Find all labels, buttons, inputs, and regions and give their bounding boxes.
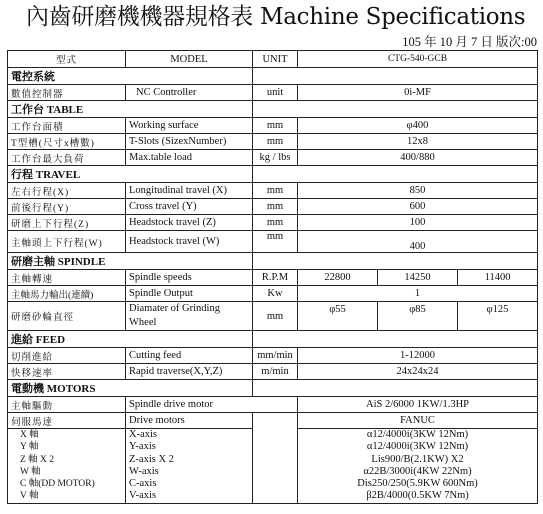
row-unit: kg / lbs <box>253 150 298 166</box>
axis-cn: C 軸(DD MOTOR) <box>20 479 95 490</box>
row-value: 0i-MF <box>298 85 538 101</box>
axis-cn: Z 軸 X 2 <box>20 454 55 465</box>
row-value: 100 <box>298 215 538 231</box>
row-en-label: Cross travel (Y) <box>126 199 253 215</box>
axes-value-list <box>298 429 538 504</box>
axis-en: X-axis <box>129 429 157 440</box>
row-cn-label: 數值控制器 <box>8 85 126 101</box>
header-model: MODEL <box>126 51 253 68</box>
row-cn-label: 主軸馬力輸出(連續) <box>8 286 126 302</box>
row-cn-label: 快移速率 <box>8 364 126 380</box>
row-en-label: Spindle drive motor <box>126 397 298 413</box>
row-value: φ55 <box>298 302 378 331</box>
header-unit: UNIT <box>253 51 298 68</box>
row-cn-label: 伺服馬達 <box>8 413 126 429</box>
axis-value: α22B/3000i(4KW 22Nm) <box>363 465 472 477</box>
row-cn-label: 主軸轉速 <box>8 270 126 286</box>
table-row <box>8 413 538 429</box>
axis-en: C-axis <box>129 478 157 490</box>
row-unit: R.P.M <box>253 270 298 286</box>
row-value: FANUC <box>298 413 538 429</box>
table-row <box>8 134 538 150</box>
row-cn-label: 左右行程(X) <box>8 183 126 199</box>
row-value: 22800 <box>298 270 378 286</box>
section-title: 進給 FEED <box>8 331 253 348</box>
header-type: 型式 <box>8 51 126 68</box>
row-cn-label: 主軸驅動 <box>8 397 126 413</box>
row-cn-label: 工作台面積 <box>8 118 126 134</box>
row-unit: mm <box>253 118 298 134</box>
axis-cn: W 軸 <box>20 466 41 477</box>
row-value: φ400 <box>298 118 538 134</box>
table-row <box>8 364 538 380</box>
axes-en-list <box>126 429 253 504</box>
section-title: 研磨主軸 SPINDLE <box>8 253 253 270</box>
table-row <box>8 199 538 215</box>
table-row <box>8 348 538 364</box>
row-unit: unit <box>253 85 298 101</box>
axis-cn: X 軸 <box>20 430 39 440</box>
axis-en: Y-axis <box>129 441 156 453</box>
axis-cn: V 軸 <box>20 491 39 502</box>
row-value: 850 <box>298 183 538 199</box>
axis-value: β2B/4000(0.5KW 7Nm) <box>366 490 469 502</box>
row-value: 12x8 <box>298 134 538 150</box>
row-value: 24x24x24 <box>298 364 538 380</box>
section-feed <box>8 331 538 348</box>
axis-en: W-axis <box>129 465 159 477</box>
row-cn-label: 研磨上下行程(Z) <box>8 215 126 231</box>
document-title: 內齒研磨機機器規格表 Machine Specifications <box>26 4 526 30</box>
table-row <box>8 183 538 199</box>
row-value: AiS 2/6000 1KW/1.3HP <box>298 397 538 413</box>
axes-cn-list <box>8 429 126 504</box>
axis-value: α12/4000i(3KW 12Nm) <box>366 441 469 453</box>
table-row <box>8 286 538 302</box>
row-unit: mm <box>253 183 298 199</box>
header-value: CTG-540-GCB <box>298 51 538 68</box>
row-value: φ125 <box>458 302 538 331</box>
row-en-label: Cutting feed <box>126 348 253 364</box>
row-value: 11400 <box>458 270 538 286</box>
axis-value: Lis900/B(2.1KW) X2 <box>371 453 464 465</box>
row-unit: mm <box>253 134 298 150</box>
row-en-label: Headstock travel (Z) <box>126 215 253 231</box>
axis-value: Dis250/250(5.9KW 600Nm) <box>357 478 478 490</box>
spec-table <box>7 50 538 504</box>
table-row <box>8 215 538 231</box>
axis-en: V-axis <box>129 490 157 502</box>
row-unit: Kw <box>253 286 298 302</box>
row-en-label: Diamater of Grinding Wheel <box>126 302 253 331</box>
row-value: 400 <box>298 231 538 253</box>
row-cn-label: T型槽(尺寸x槽數) <box>8 134 126 150</box>
row-cn-label: 工作台最大負荷 <box>8 150 126 166</box>
row-en-label: Spindle speeds <box>126 270 253 286</box>
row-en-label: Rapid traverse(X,Y,Z) <box>126 364 253 380</box>
row-unit: mm <box>253 199 298 215</box>
row-en-label: Spindle Output <box>126 286 253 302</box>
date-version-line: 105 年 10 月 7 日 版次:00 <box>402 35 537 49</box>
row-en-label: Working surface <box>126 118 253 134</box>
row-en-label: Drive motors <box>126 413 253 429</box>
row-cn-label: 研磨砂輪直徑 <box>8 302 126 331</box>
row-cn-label: 前後行程(Y) <box>8 199 126 215</box>
section-electric <box>8 68 538 85</box>
section-title: 行程 TRAVEL <box>8 166 253 183</box>
axis-en: Z-axis X 2 <box>129 453 174 465</box>
row-unit: mm/min <box>253 348 298 364</box>
row-value: 400/880 <box>298 150 538 166</box>
row-en-label: NC Controller <box>126 85 253 101</box>
row-en-label: Longitudinal travel (X) <box>126 183 253 199</box>
row-unit: mm <box>253 302 298 331</box>
row-cn-label: 主軸頭上下行程(W) <box>8 231 126 253</box>
section-table <box>8 101 538 118</box>
section-title: 工作台 TABLE <box>8 101 253 118</box>
table-row <box>8 270 538 286</box>
row-value: 1-12000 <box>298 348 538 364</box>
table-row <box>8 397 538 413</box>
section-title: 電控系統 <box>8 68 253 85</box>
row-value: 1 <box>298 286 538 302</box>
section-spindle <box>8 253 538 270</box>
row-en-label: Max.table load <box>126 150 253 166</box>
header-row <box>8 51 538 68</box>
table-row <box>8 118 538 134</box>
axis-cn: Y 軸 <box>20 442 39 453</box>
row-value: 600 <box>298 199 538 215</box>
section-motors <box>8 380 538 397</box>
row-en-label: T-Slots (SizexNumber) <box>126 134 253 150</box>
row-unit: mm <box>253 215 298 231</box>
row-value: φ85 <box>378 302 458 331</box>
row-value: 14250 <box>378 270 458 286</box>
axis-value: α12/4000i(3KW 12Nm) <box>366 429 469 440</box>
table-row <box>8 150 538 166</box>
row-en-label: Headstock travel (W) <box>126 231 253 253</box>
table-row <box>8 85 538 101</box>
row-unit: m/min <box>253 364 298 380</box>
table-row <box>8 302 538 331</box>
section-travel <box>8 166 538 183</box>
row-cn-label: 切削進給 <box>8 348 126 364</box>
table-row <box>8 231 538 253</box>
row-unit: mm <box>253 231 298 253</box>
section-title: 電動機 MOTORS <box>8 380 253 397</box>
